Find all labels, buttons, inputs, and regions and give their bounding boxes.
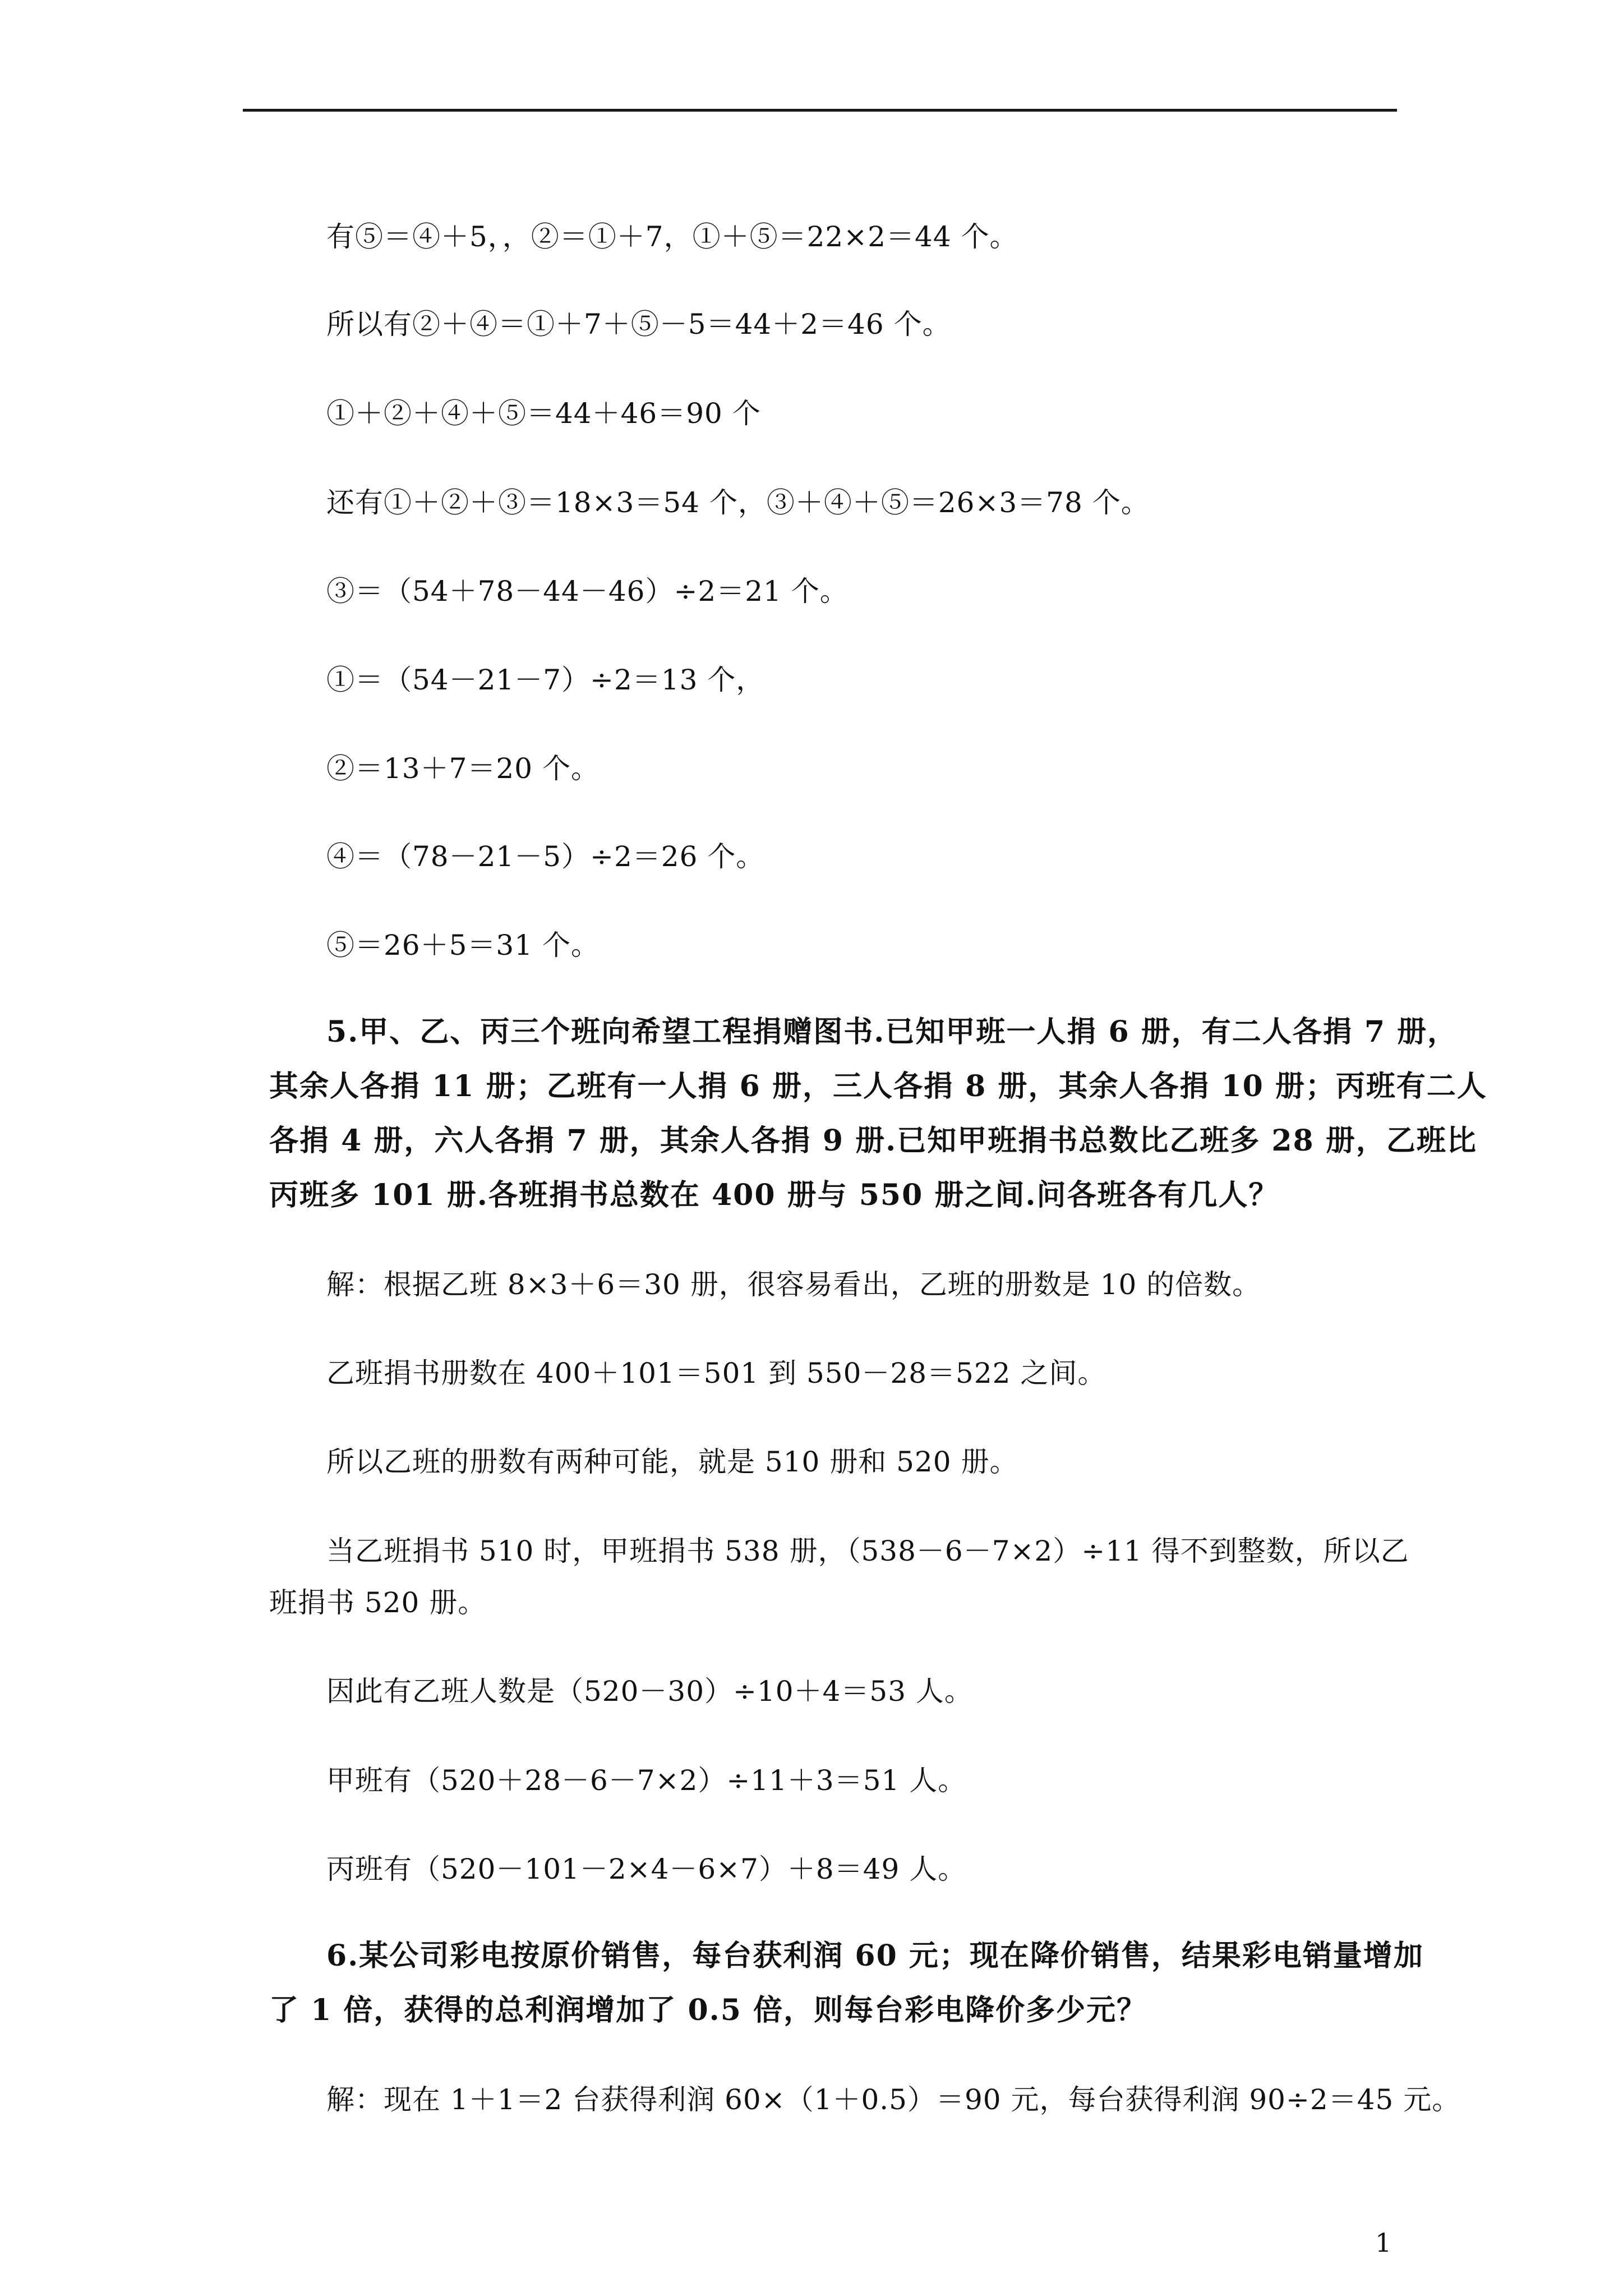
text-line: 所以有②＋④＝①＋7＋⑤－5＝44＋2＝46 个。	[326, 308, 951, 341]
text-line: ①＋②＋④＋⑤＝44＋46＝90 个	[326, 397, 761, 430]
text-line: ③＝（54＋78－44－46）÷2＝21 个。	[326, 575, 849, 608]
problem-6-line: 6.某公司彩电按原价销售，每台获利润 60 元；现在降价销售，结果彩电销量增加	[326, 1939, 1424, 1973]
solution-6-line: 解：现在 1＋1＝2 台获得利润 60×（1＋0.5）＝90 元，每台获得利润 90÷2＝45 元。	[326, 2083, 1461, 2116]
solution-5-line: 当乙班捐书 510 时，甲班捐书 538 册，（538－6－7×2）÷11 得不到整数，所以乙	[326, 1535, 1409, 1567]
text-line: ⑤＝26＋5＝31 个。	[326, 929, 600, 961]
solution-5-line: 甲班有（520＋28－6－7×2）÷11＋3＝51 人。	[326, 1764, 967, 1797]
page-number: 1	[1375, 2228, 1392, 2258]
header-rule	[243, 109, 1397, 112]
solution-5-line: 乙班捐书册数在 400＋101＝501 到 550－28＝522 之间。	[326, 1357, 1106, 1389]
solution-5-line: 班捐书 520 册。	[269, 1586, 487, 1619]
text-line: ④＝（78－21－5）÷2＝26 个。	[326, 840, 765, 873]
problem-5-line: 5.甲、乙、丙三个班向希望工程捐赠图书.已知甲班一人捐 6 册，有二人各捐 7 册，	[326, 1015, 1458, 1049]
text-line: 还有①＋②＋③＝18×3＝54 个，③＋④＋⑤＝26×3＝78 个。	[326, 486, 1150, 519]
problem-6-line: 了 1 倍，获得的总利润增加了 0.5 倍，则每台彩电降价多少元？	[269, 1993, 1147, 2027]
text-line: 有⑤＝④＋5，，②＝①＋7，①＋⑤＝22×2＝44 个。	[326, 220, 1018, 253]
solution-5-line: 因此有乙班人数是（520－30）÷10＋4＝53 人。	[326, 1675, 973, 1708]
solution-5-line: 解：根据乙班 8×3＋6＝30 册，很容易看出，乙班的册数是 10 的倍数。	[326, 1268, 1261, 1301]
text-line: ②＝13＋7＝20 个。	[326, 752, 600, 785]
solution-5-line: 丙班有（520－101－2×4－6×7）＋8＝49 人。	[326, 1853, 967, 1885]
problem-5-line: 各捐 4 册，六人各捐 7 册，其余人各捐 9 册.已知甲班捐书总数比乙班多 28 册，乙班比	[269, 1124, 1477, 1158]
problem-5-line: 其余人各捐 11 册；乙班有一人捐 6 册，三人各捐 8 册，其余人各捐 10 册；丙班有二人	[269, 1069, 1487, 1103]
problem-5-line: 丙班多 101 册.各班捐书总数在 400 册与 550 册之间.问各班各有几人？	[269, 1178, 1279, 1212]
text-line: ①＝（54－21－7）÷2＝13 个，	[326, 664, 765, 696]
solution-5-line: 所以乙班的册数有两种可能，就是 510 册和 520 册。	[326, 1446, 1018, 1478]
